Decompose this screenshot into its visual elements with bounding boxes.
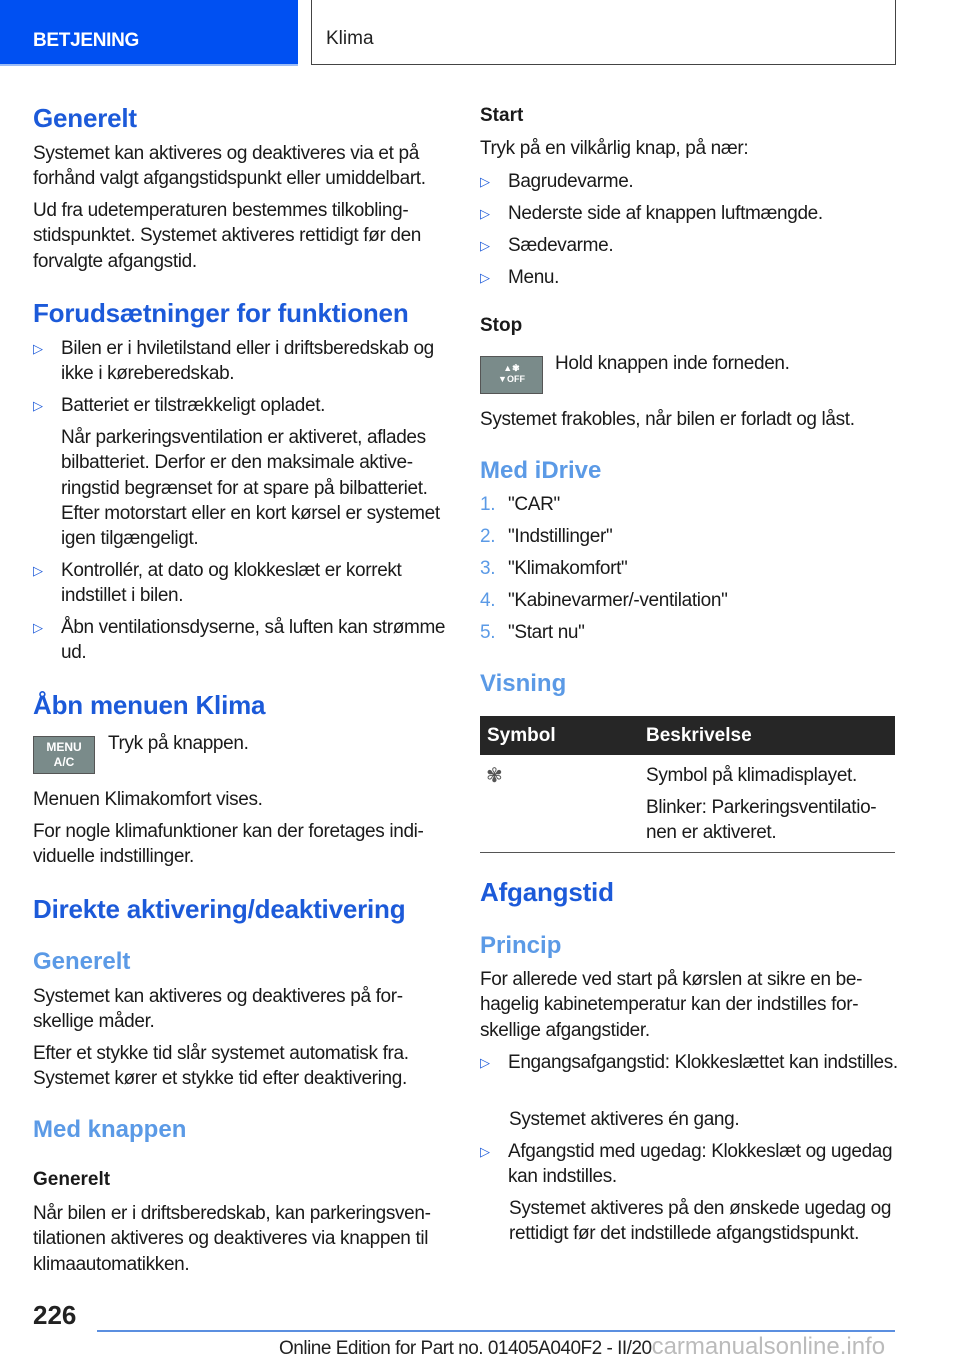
column-header-beskrivelse: Beskrivelse — [646, 725, 752, 746]
subheading-med-idrive: Med iDrive — [480, 457, 602, 484]
paragraph: Systemet frakobles, når bilen er forladt og låst. — [480, 409, 855, 430]
heading-direkte: Direkte aktivering/deaktivering — [33, 894, 406, 924]
list-note: Når parkeringsventilation er aktiveret, aflades bilbatteriet. Derfor er den maksimale aktiveringstid begrænset for at spare på bilbatteriet. Efter motorstart eller en kort kørsel er systemet igen tilgængeligt. — [61, 427, 440, 550]
bullet-icon: ▷ — [33, 341, 43, 356]
heading-stop: Stop — [480, 315, 523, 336]
paragraph: Systemet kan aktiveres og deaktiveres via et på forhånd valgt afgangstidspunkt eller umiddelbart. — [33, 143, 426, 190]
list-note: Systemet aktiveres på den ønskede ugedag og rettidigt før det indstillede afgangstidspunkt. — [509, 1198, 892, 1245]
paragraph: Når bilen er i driftsberedskab, kan parkeringsventilationen aktiveres og deaktiveres via knappen til klimaautomatikken. — [33, 1203, 431, 1275]
watermark: carmanualsonline.info — [651, 1333, 886, 1360]
subheading-visning: Visning — [480, 670, 567, 697]
footer-edition: Online Edition for Part no. 01405A040F2 - II/20carmanualsonline.info — [279, 1333, 886, 1360]
table-row — [480, 755, 895, 853]
column-header-symbol: Symbol — [487, 725, 556, 746]
bullet-icon: ▷ — [480, 1144, 490, 1159]
paragraph: Menuen Klimakomfort vises. — [33, 789, 263, 810]
paragraph: Tryk på en vilkårlig knap, på nær: — [480, 138, 749, 159]
fan-icon: ✾ — [486, 765, 503, 787]
paragraph: Tryk på knappen. — [108, 733, 249, 754]
paragraph: Efter et stykke tid slår systemet automatisk fra. Systemet kører et stykke tid efter deaktivering. — [33, 1043, 409, 1090]
footer-divider — [97, 1330, 895, 1332]
bullet-icon: ▷ — [480, 238, 490, 253]
bullet-icon: ▷ — [480, 1055, 490, 1070]
bullet-icon: ▷ — [33, 563, 43, 578]
bullet-icon: ▷ — [33, 398, 43, 413]
page-number: 226 — [33, 1300, 77, 1330]
heading-forudsaetninger: Forudsætninger for funktionen — [33, 298, 409, 328]
fan-off-button-icon — [480, 356, 543, 394]
heading-start: Start — [480, 105, 524, 126]
paragraph: Systemet kan aktiveres og deaktiveres på forskellige måder. — [33, 986, 404, 1033]
bullet-icon: ▷ — [480, 174, 490, 189]
bullet-icon: ▷ — [480, 206, 490, 221]
heading-afgangstid: Afgangstid — [480, 877, 614, 907]
fan-icon: ▲✾ — [503, 363, 520, 373]
table-header — [480, 716, 895, 755]
menu-label: MENU — [46, 740, 82, 754]
paragraph: For allerede ved start på kørslen at sikre en behagelig kabinetemperatur kan der indstilles forskellige afgangstider. — [480, 969, 863, 1041]
cell-desc: Blinker: Parkeringsventilationen er aktiveret. — [646, 797, 877, 844]
paragraph: Ud fra udetemperaturen bestemmes tilkoblingstidspunktet. Systemet aktiveres rettidigt før den forvalgte afgangstid. — [33, 200, 422, 272]
subheading-princip: Princip — [480, 932, 562, 959]
chapter-box — [311, 0, 896, 65]
heading-aabn-menuen: Åbn menuen Klima — [33, 690, 266, 720]
section-title: BETJENING — [33, 30, 140, 51]
subheading-med-knappen: Med knappen — [33, 1116, 187, 1143]
cell-desc: Symbol på klimadisplayet. — [646, 765, 857, 786]
chapter-title: Klima — [326, 28, 374, 49]
subheading-generelt: Generelt — [33, 948, 131, 975]
paragraph: Hold knappen inde forneden. — [555, 353, 790, 374]
minor-heading-generelt: Generelt — [33, 1169, 111, 1190]
bullet-icon: ▷ — [480, 270, 490, 285]
heading-generelt: Generelt — [33, 103, 137, 133]
paragraph: For nogle klimafunktioner kan der foretages individuelle indstillinger. — [33, 821, 424, 868]
bullet-icon: ▷ — [33, 620, 43, 635]
list-note: Systemet aktiveres én gang. — [509, 1109, 740, 1130]
menu-ac-button-icon — [33, 736, 95, 774]
section-tab — [0, 0, 298, 66]
ac-label: A/C — [53, 755, 75, 769]
off-label: ▼OFF — [498, 374, 525, 384]
